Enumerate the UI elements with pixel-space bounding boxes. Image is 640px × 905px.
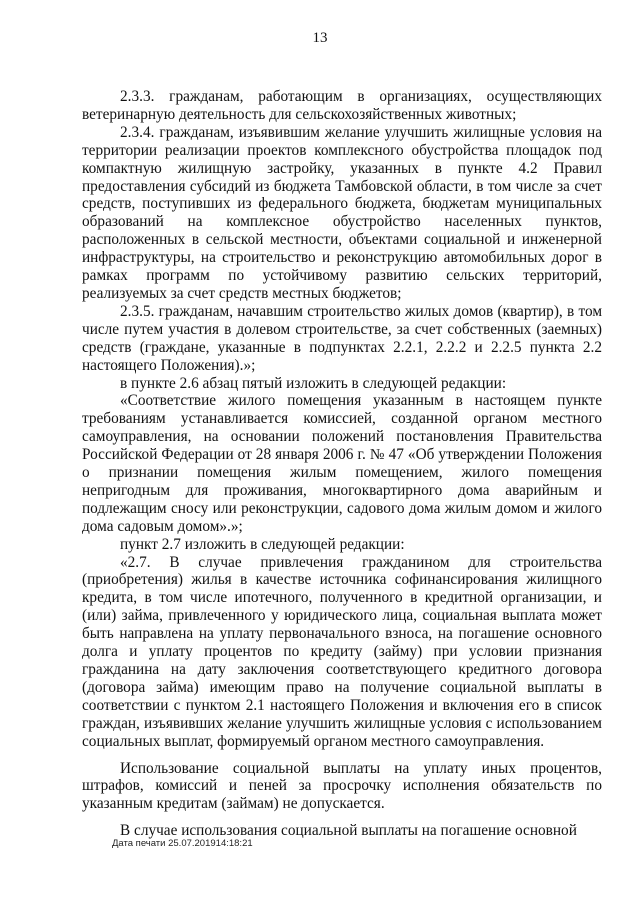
document-body bbox=[82, 88, 602, 840]
page-number: 13 bbox=[312, 30, 328, 46]
paragraph-amend-2-7: пункт 2.7 изложить в следующей редакции: bbox=[120, 535, 405, 553]
paragraph-2-3-3: 2.3.3. гражданам, работающим в организациях, осуществляющих ветеринарную деятельность для сельскохозяйственных животных; bbox=[82, 88, 602, 123]
paragraph-quote-2-6: «Соответствие жилого помещения указанным в настоящем пункте требованиям устанавливается комиссией, созданной органом местного самоуправления, на основании положений постановления Правительства Российской Федерации от 28 января 2006 г. № 47 «Об утверждении Положения о признании помещения жилым помещением, жилого помещения непригодным для проживания, многоквартирного дома аварийным и подлежащим сносу или реконструкции, садового дома жилым домом и жилого дома садовым домом».»; bbox=[82, 392, 602, 535]
paragraph-continued: В случае использования социальной выплаты на погашение основной bbox=[120, 822, 577, 840]
print-date-footer: Дата печати 25.07.201914:18:21 bbox=[112, 838, 253, 849]
paragraph-quote-2-7: «2.7. В случае привлечения гражданином для строительства (приобретения) жилья в качестве источника софинансирования жилищного кредита, в том числе ипотечного, полученного в кредитной организации, и (или) займа, привлеченного у юридического лица, социальная выплата может быть направлена на уплату первоначального взноса, на погашение основного долга и уплату процентов по кредиту (займу) при условии признания гражданина на дату заключения соответствующего кредитного договора (договора займа) имеющим право на получение социальной выплаты в соответствии с пунктом 2.1 настоящего Положения и включения его в список граждан, изъявивших желание улучшить жилищные условия с использованием социальных выплат, формируемый органом местного самоуправления. bbox=[82, 553, 602, 750]
paragraph-2-3-4: 2.3.4. гражданам, изъявившим желание улучшить жилищные условия на территории реализации проектов комплексного обустройства площадок под компактную жилищную застройку, указанных в пункте 4.2 Правил предоставления субсидий из бюджета Тамбовской области, в том числе за счет средств, поступивших из федерального бюджета, бюджетам муниципальных образований на комплексное обустройство населенных пунктов, расположенных в сельской местности, объектами социальной и инженерной инфраструктуры, на строительство и реконструкцию автомобильных дорог в рамках программ по устойчивому развитию сельских территорий, реализуемых за счет средств местных бюджетов; bbox=[82, 123, 602, 302]
paragraph-amend-2-6: в пункте 2.6 абзац пятый изложить в следующей редакции: bbox=[120, 374, 507, 392]
paragraph-usage-restriction: Использование социальной выплаты на уплату иных процентов, штрафов, комиссий и пеней за просрочку исполнения обязательств по указанным кредитам (займам) не допускается. bbox=[82, 759, 602, 813]
paragraph-2-3-5: 2.3.5. гражданам, начавшим строительство жилых домов (квартир), в том числе путем участия в долевом строительстве, за счет собственных (заемных) средств (граждане, указанные в подпунктах 2.2.1, 2.2.2 и 2.2.5 пункта 2.2 настоящего Положения).»; bbox=[82, 302, 602, 374]
